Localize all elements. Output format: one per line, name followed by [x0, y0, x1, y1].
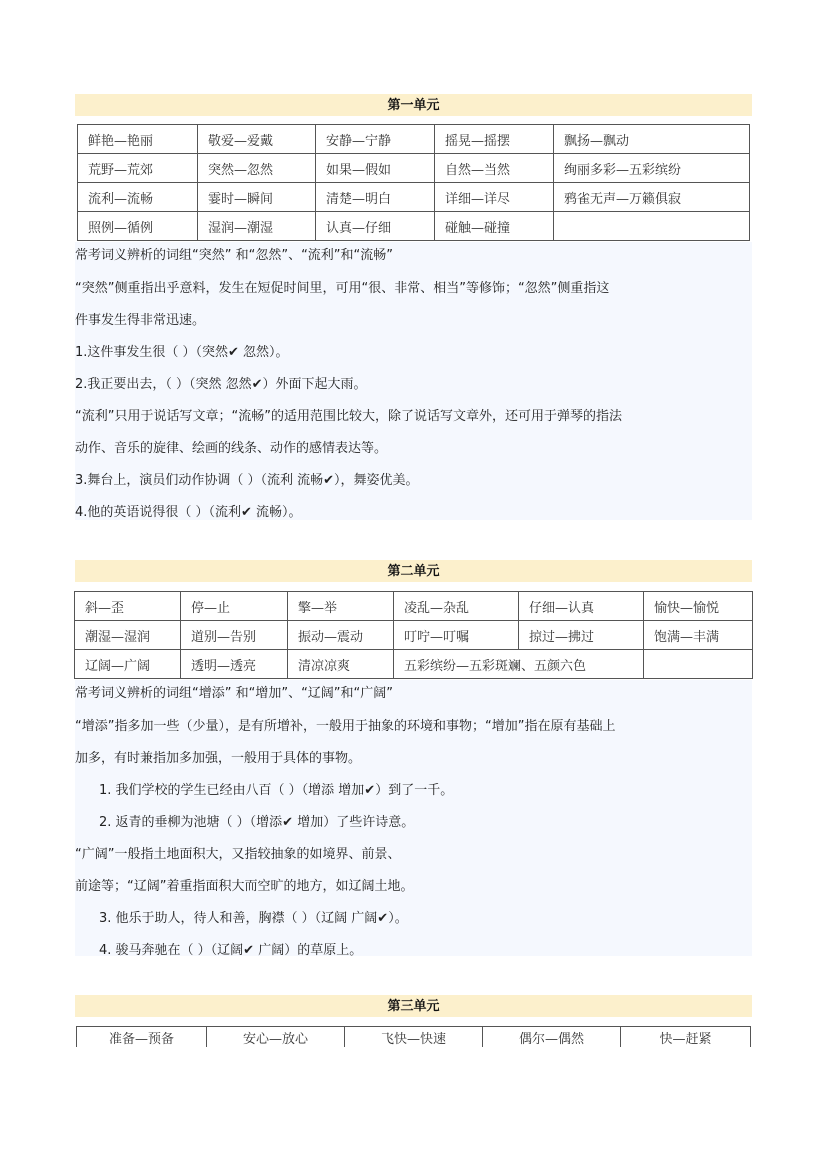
vocab-cell: 清凉凉爽: [288, 650, 394, 679]
vocab-cell: 振动—震动: [288, 621, 394, 650]
notes-line: 3. 他乐于助人，待人和善，胸襟（ ）（辽阔 广阔✔）。: [99, 911, 408, 926]
vocab-cell: 碰触—碰撞: [435, 212, 554, 241]
vocab-row: [75, 592, 753, 621]
vocab-cell: 快—赶紧: [621, 1027, 751, 1048]
vocab-cell: [644, 650, 753, 679]
notes-line: 前途等；“辽阔”着重指面积大而空旷的地方，如辽阔土地。: [75, 879, 414, 894]
vocab-cell: 飘扬—飘动: [554, 125, 750, 154]
vocab-cell: 安心—放心: [207, 1027, 345, 1048]
vocab-cell: 敬爱—爱戴: [198, 125, 316, 154]
notes-line: 4. 骏马奔驰在（ ）（辽阔✔ 广阔）的草原上。: [99, 943, 363, 958]
vocab-cell: 斜—歪: [75, 592, 181, 621]
notes-line: 3.舞台上，演员们动作协调（ ）（流利 流畅✔），舞姿优美。: [75, 473, 419, 488]
vocab-cell: 霎时—瞬间: [198, 183, 316, 212]
vocab-cell: 认真—仔细: [316, 212, 435, 241]
vocab-row: [75, 650, 753, 679]
vocab-cell: 湿润—潮湿: [198, 212, 316, 241]
vocab-cell: 绚丽多彩—五彩缤纷: [554, 154, 750, 183]
notes-line: 加多，有时兼指加多加强，一般用于具体的事物。: [75, 751, 362, 766]
vocab-cell: 掠过—拂过: [519, 621, 644, 650]
vocab-cell: 飞快—快速: [345, 1027, 483, 1048]
unit-1-notes: [75, 242, 752, 520]
notes-line: “广阔”一般指土地面积大，又指较抽象的如境界、前景、: [75, 847, 401, 862]
vocab-cell: 突然—忽然: [198, 154, 316, 183]
vocab-cell: 详细—详尽: [435, 183, 554, 212]
vocab-row: [75, 621, 753, 650]
notes-heading: 常考词义辨析的词组“突然” 和“忽然”、“流利”和“流畅”: [75, 248, 394, 263]
vocab-cell: 辽阔—广阔: [75, 650, 181, 679]
vocab-row: [78, 183, 750, 212]
notes-line: 4.他的英语说得很（ ）（流利✔ 流畅）。: [75, 505, 302, 520]
notes-line: 2.我正要出去，（ ）（突然 忽然✔）外面下起大雨。: [75, 377, 367, 392]
vocab-cell: 透明—透亮: [181, 650, 288, 679]
unit-2-vocab-table: [74, 591, 753, 679]
vocab-cell: 摇晃—摇摆: [435, 125, 554, 154]
vocab-row: [77, 1027, 751, 1048]
vocab-cell: 愉快—愉悦: [644, 592, 753, 621]
vocab-cell: 潮湿—湿润: [75, 621, 181, 650]
notes-line: “增添”指多加一些（少量），是有所增补，一般用于抽象的环境和事物；“增加”指在原有基础上: [75, 719, 616, 734]
vocab-cell: 道别—告别: [181, 621, 288, 650]
vocab-cell: 荒野—荒郊: [78, 154, 198, 183]
unit-3-vocab-table: [76, 1026, 751, 1047]
vocab-cell: 饱满—丰满: [644, 621, 753, 650]
notes-line: “流利”只用于说话写文章；“流畅”的适用范围比较大，除了说话写文章外，还可用于弹琴的指法: [75, 409, 622, 424]
vocab-row: [78, 125, 750, 154]
vocab-cell: 自然—当然: [435, 154, 554, 183]
unit-2-header: 第二单元: [75, 560, 752, 582]
vocab-cell: 仔细—认真: [519, 592, 644, 621]
notes-line: 1.这件事发生很（ ）（突然✔ 忽然）。: [75, 345, 289, 360]
notes-line: 2. 返青的垂柳为池塘（ ）（增添✔ 增加）了些许诗意。: [99, 815, 415, 830]
vocab-cell: [554, 212, 750, 241]
vocab-cell: 五彩缤纷—五彩斑斓、五颜六色: [394, 650, 644, 679]
vocab-cell: 擎—举: [288, 592, 394, 621]
vocab-cell: 停—止: [181, 592, 288, 621]
vocab-cell: 照例—循例: [78, 212, 198, 241]
unit-1-vocab-table: [77, 124, 750, 241]
vocab-cell: 清楚—明白: [316, 183, 435, 212]
vocab-cell: 鸦雀无声—万籁俱寂: [554, 183, 750, 212]
notes-line: 件事发生得非常迅速。: [75, 313, 206, 328]
vocab-cell: 准备—预备: [77, 1027, 207, 1048]
notes-line: 动作、音乐的旋律、绘画的线条、动作的感情表达等。: [75, 441, 388, 456]
vocab-cell: 流利—流畅: [78, 183, 198, 212]
vocab-cell: 鲜艳—艳丽: [78, 125, 198, 154]
vocab-cell: 安静—宁静: [316, 125, 435, 154]
notes-line: 1. 我们学校的学生已经由八百（ ）（增添 增加✔）到了一千。: [99, 783, 454, 798]
vocab-cell: 凌乱—杂乱: [394, 592, 519, 621]
unit-3-header: 第三单元: [75, 995, 752, 1017]
vocab-cell: 如果—假如: [316, 154, 435, 183]
unit-2-notes: [75, 680, 752, 956]
vocab-cell: 偶尔—偶然: [483, 1027, 621, 1048]
vocab-cell: 叮咛—叮嘱: [394, 621, 519, 650]
unit-1-header: 第一单元: [75, 94, 752, 116]
notes-heading: 常考词义辨析的词组“增添” 和“增加”、“辽阔”和“广阔”: [75, 686, 394, 701]
vocab-row: [78, 154, 750, 183]
notes-line: “突然”侧重指出乎意料，发生在短促时间里，可用“很、非常、相当”等修饰；“忽然”侧重指这: [75, 281, 610, 296]
vocab-row: [78, 212, 750, 241]
